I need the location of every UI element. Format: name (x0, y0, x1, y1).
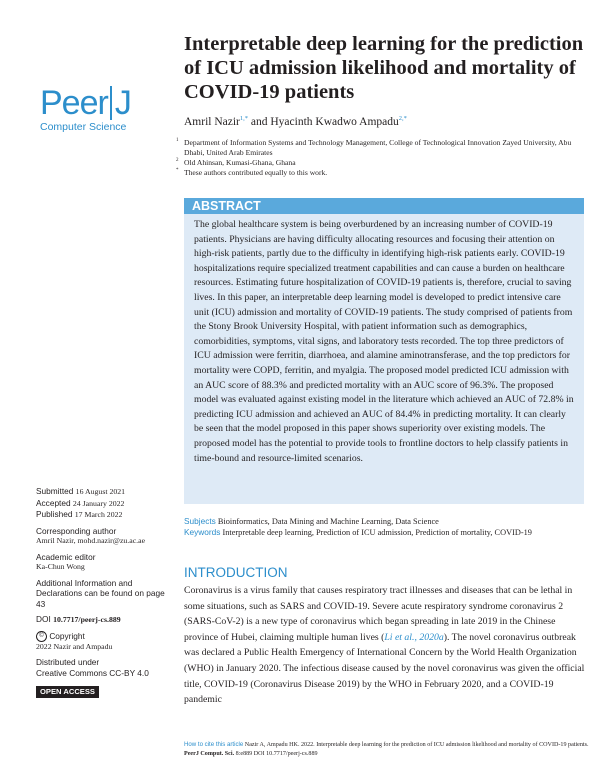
copyright-value: 2022 Nazir and Ampadu (36, 641, 113, 651)
author-name[interactable]: Hyacinth Kwadwo Ampadu (270, 115, 399, 128)
editor-value: Ka-Chun Wong (36, 562, 85, 571)
citation-link[interactable]: Li et al., 2020a (384, 631, 444, 643)
subjects-keywords (184, 516, 584, 538)
author-join: and (250, 115, 268, 128)
license (36, 657, 176, 678)
footer-text: Nazir A, Ampadu HK. 2022. Interpretable deep learning for the prediction of ICU admission likelihood and mortality of COVID-19 patients. (244, 742, 589, 748)
corresponding-value[interactable]: Amril Nazir, mohd.nazir@zu.ac.ae (36, 536, 146, 545)
submitted-date: 16 August 2021 (75, 487, 126, 496)
introduction-heading: INTRODUCTION (184, 565, 288, 580)
doi (36, 614, 176, 626)
submitted-label: Submitted (36, 486, 74, 496)
abstract-text: The global healthcare system is being overburdened by an increasing number of COVID-19 patients. Physicians are having difficulty allocating resources and focusing their attention on high-risk patients, partly due to the difficulty in identifying high-risk patients early. COVID-19 hospitalizations require specialized treatment capabilities and can cause a burden on healthcare resources. Estimating future hospitalization of COVID-19 patients is, therefore, crucial to saving lives. In this paper, an interpretable deep learning model is developed to predict intensive care unit (ICU) admission and mortality of COVID-19 patients. The study comprised of patients from the Stony Brook University Hospital, with patient information such as demographics, comorbidities, symptoms, vital signs, and laboratory tests recorded. The top three predictors of ICU admission were ferritin, diarrhoea, and alamine aminotransferase, and the top predictors for mortality were COPD, ferritin, and myalgia. The proposed model predicted ICU admission with an AUC score of 88.3% and predicted mortality with an AUC score of 96.3%. The proposed model was evaluated against existing model in the literature which achieved an AUC of 72.8% in predicting ICU admission and achieved an AUC of 84.4% in predicting mortality. It can clearly be seen that the model proposed in this paper shows superiority over existing models. The proposed model has the potential to provide tools to frontline doctors to help classify patients in time-bound and resource-limited scenarios. (194, 219, 574, 464)
corresponding-label: Corresponding author (36, 525, 117, 536)
license-line: Distributed under (36, 657, 100, 668)
additional-info[interactable]: Additional Information and Declarations can be found on page 43 (36, 577, 165, 609)
keywords-value: Interpretable deep learning, Prediction of ICU admission, Prediction of mortality, COVID-19 (222, 528, 532, 537)
keywords-label: Keywords (184, 527, 221, 537)
dates (36, 486, 176, 521)
editor-label: Academic editor (36, 551, 96, 562)
article-info-sidebar (36, 486, 176, 683)
copyright-label: Copyright (49, 630, 85, 641)
copyright (36, 631, 176, 653)
published-date: 17 March 2022 (74, 510, 123, 519)
affiliation-text: These authors contributed equally to this work. (184, 168, 328, 177)
affiliation-text: Old Ahinsan, Kumasi-Ghana, Ghana (184, 158, 296, 167)
logo-main: Peer (40, 84, 108, 122)
journal-logo (40, 86, 138, 133)
affiliation-text: Department of Information Systems and Technology Management, College of Technological Innovation Zayed University, Abu Dhabi, United Arab Emirates (184, 138, 572, 157)
affiliation-mark: 2 (176, 158, 179, 163)
introduction-text (184, 583, 588, 708)
copyright-icon: © (36, 631, 47, 642)
open-access-badge: OPEN ACCESS (36, 686, 99, 698)
logo-subtitle: Computer Science (40, 121, 127, 133)
abstract-heading: ABSTRACT (184, 198, 584, 214)
intro-text-part: Coronavirus is a virus family that causes respiratory tract illnesses and diseases that can be lethal in some situations, such as SARS and COVID-19. Severe acute respiratory syndrome coronavirus 2 (SARS-CoV-2) is a new type of coronavirus which began spreading in late 2019 in the Chinese province of Hubei, claiming multiple human lives ( (184, 585, 573, 643)
published-label: Published (36, 509, 73, 519)
author-mark: 1,* (239, 115, 249, 122)
author-name[interactable]: Amril Nazir (184, 115, 240, 128)
abstract-box (184, 214, 584, 504)
accepted-date: 24 January 2022 (72, 498, 125, 508)
logo-j: J (110, 86, 131, 120)
affiliation (176, 168, 576, 178)
intro-text-part: ). The novel coronavirus outbreak was declared a Public Health Emergency of International Concern by the World Health Organization (WHO) in January 2020. The infectious disease caused by the novel coronavirus was given the official title, COVID-19 (Coronavirus Disease 2019) by the WHO in February 2020, and a COVID-19 pandemic (184, 631, 585, 706)
keywords-line (184, 527, 584, 538)
license-link[interactable]: Creative Commons CC-BY 4.0 (36, 667, 149, 678)
doi-link[interactable]: 10.7717/peerj-cs.889 (53, 615, 121, 624)
subjects-label: Subjects (184, 516, 216, 526)
affiliation (176, 138, 576, 158)
affiliation-mark: 1 (176, 138, 179, 143)
corresponding-author (36, 526, 176, 547)
footer-rest: 8:e889 DOI 10.7717/peerj-cs.889 (235, 750, 318, 757)
doi-label: DOI (36, 614, 51, 624)
author-list (184, 115, 407, 128)
academic-editor (36, 552, 176, 573)
citation-footer (184, 741, 594, 758)
subjects-line (184, 516, 584, 527)
affiliations (176, 138, 576, 178)
affiliation-mark: * (176, 168, 179, 173)
accepted-label: Accepted (36, 497, 71, 508)
footer-label: How to cite this article (184, 741, 244, 748)
author-mark: 2,* (398, 115, 407, 122)
affiliation (176, 158, 576, 168)
paper-title: Interpretable deep learning for the prediction of ICU admission likelihood and mortality of COVID-19 patients (184, 33, 584, 103)
footer-journal: PeerJ Comput. Sci. (184, 750, 235, 757)
subjects-value: Bioinformatics, Data Mining and Machine Learning, Data Science (217, 517, 439, 526)
